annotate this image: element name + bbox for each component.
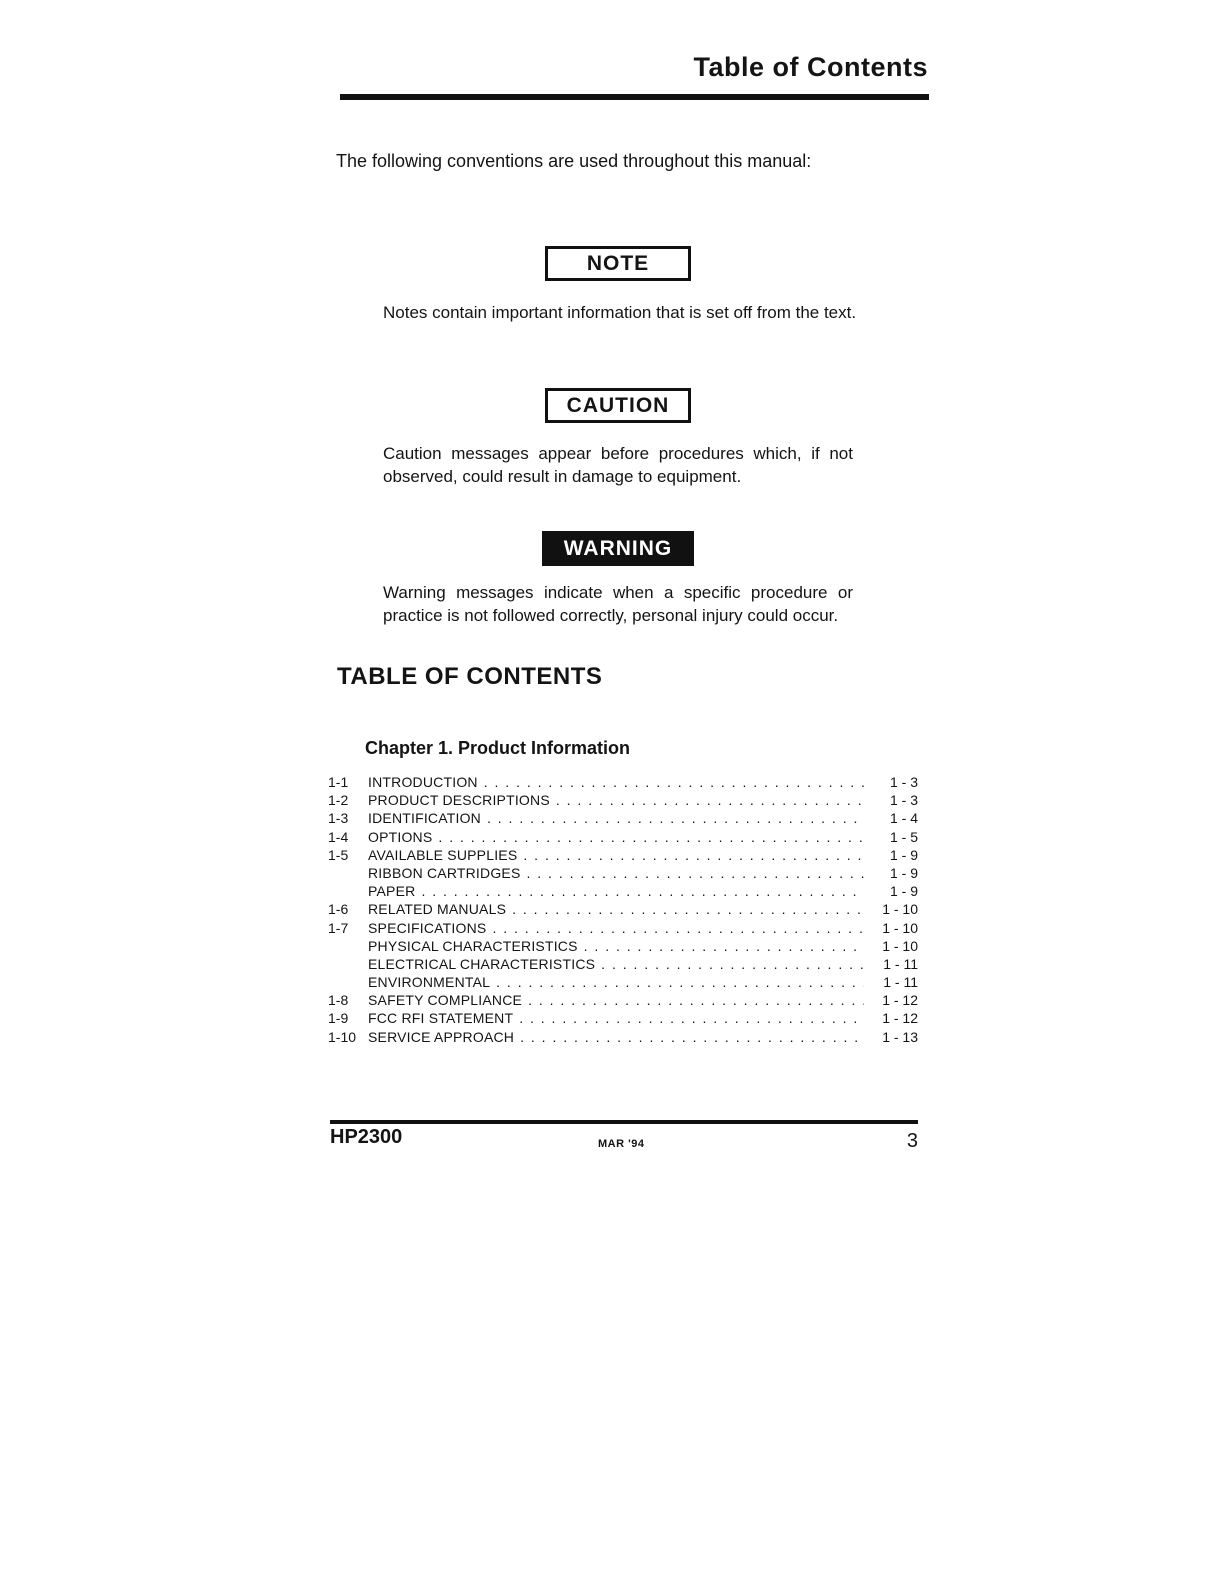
- toc-leader-dots: [519, 1010, 864, 1026]
- toc-row: [328, 829, 918, 847]
- toc-entry-title: PRODUCT DESCRIPTIONS: [368, 792, 550, 809]
- toc-entry-title: ENVIRONMENTAL: [368, 974, 491, 991]
- toc-row: [328, 883, 918, 901]
- toc-leader-dots: [527, 865, 865, 881]
- toc-entry-number: 1-7: [328, 919, 349, 936]
- toc-entry-number: 1-10: [328, 1028, 357, 1045]
- toc-leader-dots: [484, 774, 864, 790]
- caution-convention: [383, 388, 853, 488]
- toc-entry-title: PHYSICAL CHARACTERISTICS: [368, 937, 578, 954]
- footer-model: HP2300: [330, 1126, 403, 1148]
- toc-entry-page: 1 - 10: [882, 937, 918, 954]
- toc-leader-dots: [487, 810, 864, 826]
- toc-leader-dots: [528, 992, 864, 1008]
- toc-row: [328, 810, 918, 828]
- toc-leader-dots: [438, 829, 864, 845]
- footer-rule: [330, 1120, 918, 1124]
- note-label: NOTE: [586, 251, 650, 275]
- toc-entry-title: INTRODUCTION: [368, 774, 478, 790]
- toc-entry-title: SAFETY COMPLIANCE: [368, 992, 523, 1009]
- toc-entry-page: 1 - 11: [883, 974, 918, 991]
- page-title: Table of Contents: [693, 52, 928, 82]
- toc-entry-number: 1-9: [328, 1010, 349, 1027]
- toc-entry-page: 1 - 11: [883, 955, 918, 972]
- note-label-box: [545, 246, 691, 281]
- toc-entry-title: SERVICE APPROACH: [368, 1028, 515, 1045]
- toc-entry-page: 1 - 3: [889, 774, 918, 790]
- toc-entry-page: 1 - 9: [889, 883, 918, 900]
- toc-entry-title: FCC RFI STATEMENT: [368, 1010, 514, 1027]
- toc-leader-dots: [520, 1029, 864, 1045]
- toc-entry-page: 1 - 10: [882, 901, 918, 918]
- toc-entry-page: 1 - 12: [882, 1010, 918, 1027]
- toc-row: [328, 774, 918, 792]
- toc-entry-page: 1 - 13: [882, 1028, 918, 1045]
- toc-entry-page: 1 - 4: [889, 810, 918, 827]
- toc-entry-page: 1 - 3: [889, 792, 918, 809]
- note-description: Notes contain important information that is set off from the text.: [383, 303, 857, 322]
- toc-row: [328, 992, 918, 1010]
- toc-row: [328, 1029, 918, 1047]
- toc-entry-title: ELECTRICAL CHARACTERISTICS: [368, 955, 596, 972]
- warning-description: Warning messages indicate when a specific procedure or practice is not followed correctly, personal injury could occur.: [383, 583, 853, 625]
- toc-row: [328, 1010, 918, 1028]
- toc-entry-page: 1 - 5: [889, 828, 918, 845]
- toc-heading: TABLE OF CONTENTS: [337, 663, 603, 690]
- toc-entry-title: OPTIONS: [368, 828, 433, 845]
- footer-date: MAR '94: [598, 1138, 645, 1150]
- toc-entry-number: 1-6: [328, 901, 349, 918]
- toc-entry-page: 1 - 12: [882, 992, 918, 1009]
- toc-entry-title: IDENTIFICATION: [368, 810, 481, 827]
- toc-row: [328, 920, 918, 938]
- toc-entry-number: 1-5: [328, 846, 349, 863]
- toc-leader-dots: [556, 792, 864, 808]
- toc-list: [328, 774, 918, 1047]
- toc-entry-title: SPECIFICATIONS: [368, 919, 487, 936]
- toc-entry-number: 1-3: [328, 810, 349, 827]
- warning-label: WARNING: [563, 536, 673, 560]
- toc-entry-title: PAPER: [368, 883, 416, 900]
- note-convention: [383, 246, 857, 325]
- toc-leader-dots: [601, 956, 864, 972]
- toc-leader-dots: [496, 974, 864, 990]
- header-rule: [340, 94, 929, 100]
- toc-entry-title: RELATED MANUALS: [368, 901, 507, 918]
- warning-convention: [383, 531, 853, 627]
- footer-page-number: 3: [906, 1130, 918, 1152]
- toc-row: [328, 901, 918, 919]
- toc-leader-dots: [512, 901, 864, 917]
- toc-entry-title: AVAILABLE SUPPLIES: [368, 846, 518, 863]
- toc-entry-title: RIBBON CARTRIDGES: [368, 864, 521, 881]
- toc-entry-number: 1-8: [328, 992, 349, 1009]
- toc-entry-page: 1 - 10: [882, 919, 918, 936]
- toc-row: [328, 865, 918, 883]
- toc-row: [328, 792, 918, 810]
- toc-entry-number: 1-4: [328, 828, 349, 845]
- toc-leader-dots: [584, 938, 864, 954]
- warning-label-box: [542, 531, 694, 566]
- toc-leader-dots: [421, 883, 864, 899]
- caution-label: CAUTION: [566, 393, 670, 417]
- toc-leader-dots: [523, 847, 864, 863]
- toc-entry-number: 1-2: [328, 792, 349, 809]
- chapter-heading: Chapter 1. Product Information: [365, 738, 631, 758]
- intro-text: The following conventions are used throughout this manual:: [336, 151, 812, 171]
- toc-entry-number: 1-1: [328, 774, 349, 790]
- caution-label-box: [545, 388, 691, 423]
- caution-description: Caution messages appear before procedures which, if not observed, could result in damage to equipment.: [383, 444, 853, 486]
- toc-row: [328, 956, 918, 974]
- toc-leader-dots: [492, 920, 864, 936]
- toc-row: [328, 938, 918, 956]
- toc-row: [328, 847, 918, 865]
- toc-row: [328, 974, 918, 992]
- toc-entry-page: 1 - 9: [889, 846, 918, 863]
- toc-entry-page: 1 - 9: [889, 864, 918, 881]
